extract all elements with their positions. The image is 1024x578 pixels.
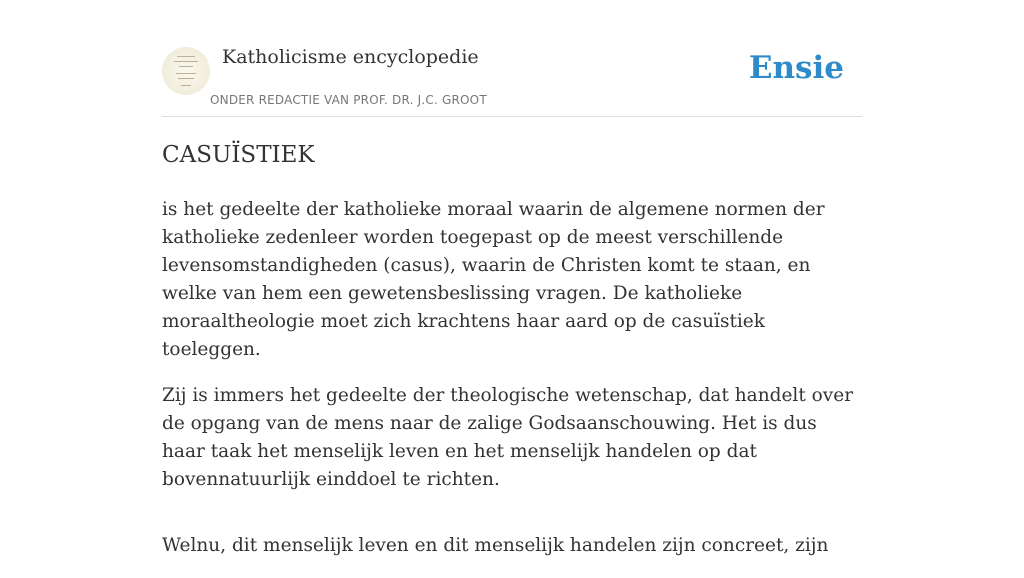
ensie-logo[interactable]: Ensie [748,50,844,86]
article [162,140,862,578]
site-title[interactable]: Katholicisme encyclopedie [222,46,479,68]
article-paragraph: Zij is immers het gedeelte der theologische wetenschap, dat handelt over de opgang van de mens naar de zalige Godsaanschouwing. Het is dus haar taak het menselijk leven en het menselijk handelen op dat bovennatuurlijk einddoel te richten. [162,385,854,490]
editor-credit: ONDER REDACTIE VAN PROF. DR. J.C. GROOT [210,93,487,107]
article-paragraph: Welnu, dit menselijk leven en dit menselijk handelen zijn concreet, zijn [162,535,829,556]
book-cover-icon[interactable] [162,47,210,95]
site-header [162,40,862,117]
article-title: CASUÏSTIEK [162,142,315,168]
article-paragraph: is het gedeelte der katholieke moraal waarin de algemene normen der katholieke zedenleer worden toegepast op de meest verschillende levensomstandigheden (casus), waarin de Christen komt te staan, en welke van hem een gewetensbeslissing vragen. De katholieke moraaltheologie moet zich krachtens haar aard op de casuïstiek toeleggen. [162,199,825,360]
